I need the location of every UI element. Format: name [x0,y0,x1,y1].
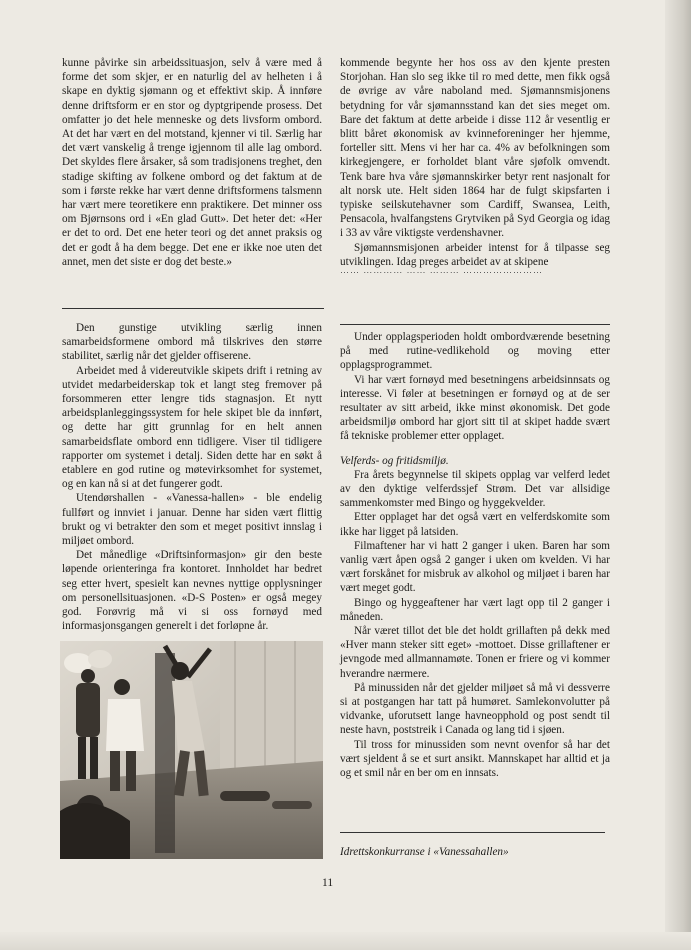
right-paragraph-11: Til tross for minussiden som nevnt ovenfor så har det vært sjeldent å se et surt ansikt. Mannskapet har alltid et ja og et smil når en ber om en innsats. [340,738,610,780]
section-heading: Velferds- og fritidsmiljø. [340,454,449,467]
sports-competition-photo [60,641,323,859]
photo-caption: Idrettskonkurranse i «Vanessahallen» [340,846,509,858]
right-divider [340,324,610,325]
right-paragraph-5: Fra årets begynnelse til skipets opplag var velferd ledet av den dyktige velferdssjef Strøm. Det var allsidige sammenkomster med Bingo og hyggekvelder. [340,468,610,510]
right-paragraph-8: Bingo og hyggeaftener har vært lagt opp til 2 ganger i måneden. [340,596,610,623]
right-block-2 [340,330,610,780]
right-paragraph-3: Under opplagsperioden holdt ombordværende besetning på med rutine-vedlikehold og moving etter opplagsprogrammet. [340,331,610,372]
left-paragraph-5: Det månedlige «Driftsinformasjon» gir den beste løpende orienteringa fra kontoret. Innholdet har bedret seg etter hvert, spesielt kan nevnes nyttige opplysninger om personellsituasjonen. «D-S Posten» er også megey god. Forøvrig må vi si oss fornøyd med informasjonsgangen generelt i det forløpne år. [62,549,322,633]
page-number: 11 [322,877,334,889]
caption-divider [340,832,605,833]
right-paragraph-9: Når været tillot det ble det holdt grillaften på dekk med «Hver mann steker sitt eget» -mottoet. Disse grillaftener er jevngode med allmannamøte. Tonen er friere og vi kommer hverandre nærmere. [340,625,610,680]
cut-text-line: ⋯⋯ ⋯⋯⋯⋯ ⋯⋯ ⋯⋯⋯ ⋯⋯⋯⋯⋯⋯⋯⋯ [340,269,543,277]
left-block-2 [62,321,322,633]
left-paragraph-2: Den gunstige utvikling særlig innen samarbeidsformene ombord må tilskrives den større stabilitet, særlig når det gjelder offiserene. [62,322,322,363]
left-paragraph-4: Utendørshallen - «Vanessa-hallen» - ble endelig fullført og innviet i januar. Denne har siden vært flittig brukt og vi betrakter den som et meget positivt innslag i miljøet ombord. [62,492,322,548]
page-edge-shadow [665,0,691,950]
page-bottom-edge [0,932,691,950]
right-paragraph-6: Etter opplaget har det også vært en velferdskomite som ikke har ligget på latsiden. [340,511,610,538]
left-paragraph-3: Arbeidet med å videreutvikle skipets drift i retning av utvidet medarbeiderskap tok et langt steg fremover på forsommeren etter lengre tids stagnasjon. Et nytt arbeidsplanleggingssystem for hele skipet ble da innført, og dette har gitt grunnlag for en helt annen samarbeidsflate ombord enn tidligere. Viser til tidligere rapporter om systemet i detalj. Siden dette har en søkt å etablere en god rutine og møtevirksomhet for systemet, og en kan nå si at det fungerer godt. [62,364,322,491]
right-paragraph-10: På minussiden når det gjelder miljøet så må vi dessverre si at postgangen har tatt på humøret. Samlekonvolutter på vidvanke, uforutsett lange havneopphold og post sendt til neste havn, poststreik i Canada og lang tid i sjøen. [340,681,610,737]
left-paragraph-1: kunne påvirke sin arbeidssituasjon, selv å være med å forme det som skjer, er en naturlig del av helheten i å skape en dyktig sjømann og et effektivt skip. Å innføre denne driftsform er en stor og dyptgripende prosess. Det omfatter jo det hele menneske og dets livsform ombord. At det har vært en del motstand, kjenner vi til. Særlig har det vært vanskelig å trenge igjennom til alle lag ombord. Det skyldes flere årsaker, så som tradisjonens treghet, den stadige skifting av folkene ombord og det faktum at de som i første rekke har vært denne driftsformens talsmenn har vært mere teoretikere enn praktikere. Det minner oss om Bjørnsons ord i «En glad Gutt». Det heter det: «Her er det to ord. Det ene heter teori og det annet praksis og det er godt å ha dem begge. Det ene er ikke noe uten det annet, men det siste er dog det beste.» [62,57,322,268]
left-divider [62,308,324,309]
right-paragraph-4: Vi har vært fornøyd med besetningens arbeidsinnsats og interesse. Vi føler at besetningen er fornøyd og at de ser resultater av sitt arbeid, ikke minst økonomisk. Det gode arbeidsmiljø ombord har gjort sitt til at skipet hadde svært få tekniske problemer etter opplaget. [340,373,610,443]
left-column [62,56,322,633]
right-paragraph-1: kommende begynte her hos oss av den kjente presten Storjohan. Han slo seg ikke til ro med dette, men fikk også de øvrige av våre naboland med. Sjømannsmisjonens betydning for vår sjømannsstand kan det sies meget om. Bare det faktum at dette arbeide i disse 112 år vesentlig er blitt båret økonomisk av kvinneforeninger her hjemme, forteller sitt. Mens vi her har ca. 4% av befolkningen som kirkegjengere, er forholdet blant våre sjøfolk omvendt. Tenk bare hva våre sjømannskirker betyr rent nasjonalt for alt norsk ute. Helt siden 1864 har de fulgt skipsfarten i typiske seilskutehavner som Cardiff, Swansea, Leith, Pensacola, hvalfangstens Grytviken på Syd Georgia og idag i 33 av våre viktigste verdenshavner. [340,57,610,240]
right-column [340,56,610,780]
right-paragraph-7: Filmaftener har vi hatt 2 ganger i uken. Baren har som vanlig vært åpen også 2 ganger i uken om kvelden. Vi har vært forskånet for misbruk av alkohol og miljøet i baren har vært meget godt. [340,539,610,595]
right-paragraph-2: Sjømannsmisjonen arbeider intenst for å tilpasse seg utviklingen. Idag preges arbeidet av at skipene [340,241,610,268]
